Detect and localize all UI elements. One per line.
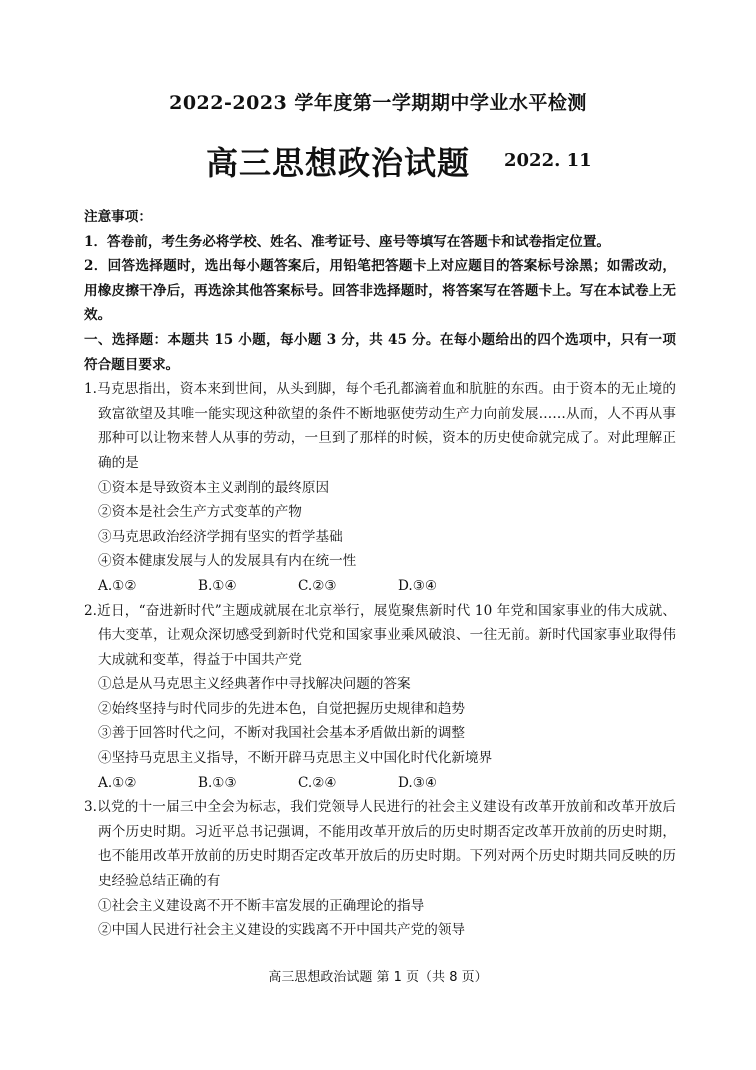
answer-choices (84, 771, 676, 796)
statement-option: ①社会主义建设离不开不断丰富发展的正确理论的指导 (98, 897, 425, 914)
choice-b: B.①④ (198, 577, 237, 594)
statement-option: ②中国人民进行社会主义建设的实践离不开中国共产党的领导 (98, 922, 466, 939)
section-heading: 一、选择题：本题共 15 小题，每小题 3 分，共 45 分。在每小题给出的四个选项中，只有一项符合题目要求。 (84, 331, 676, 373)
statement-option: ④资本健康发展与人的发展具有内在统一性 (98, 553, 357, 570)
statement-option: ①资本是导致资本主义剥削的最终原因 (98, 479, 330, 496)
statement-option: ②资本是社会生产方式变革的产物 (98, 504, 302, 521)
page-footer: 高三思想政治试题 第 1 页（共 8 页） (268, 970, 488, 985)
question-3 (84, 795, 676, 943)
exam-date: 2022. 11 (504, 150, 592, 171)
exam-content (84, 205, 676, 943)
choice-a: A.①② (98, 774, 137, 791)
question-stem: 2.近日，“奋进新时代”主题成就展在北京举行，展览聚焦新时代 10 年党和国家事业的伟大成就、伟大变革，让观众深切感受到新时代党和国家事业乘风破浪、一往无前。新时代国家事业取得伟大成就和变革，得益于中国共产党 (84, 602, 676, 668)
question-stem: 1.马克思指出，资本来到世间，从头到脚，每个毛孔都滴着血和肮脏的东西。由于资本的无止境的致富欲望及其唯一能实现这种欲望的条件不断地驱使劳动生产力向前发展……从而，人不再从事那种可以让物来替人从事的劳动，一旦到了那样的时候，资本的历史使命就完成了。对此理解正确的是 (84, 381, 676, 471)
question-1 (84, 377, 676, 598)
notice-item-2: 2．回答选择题时，选出每小题答案后，用铅笔把答题卡上对应题目的答案标号涂黑；如需改动，用橡皮擦干净后，再选涂其他答案标号。回答非选择题时，将答案写在答题卡上。写在本试卷上无效。 (84, 258, 676, 324)
choice-c: C.②③ (298, 577, 337, 594)
choice-d: D.③④ (398, 774, 438, 791)
answer-choices (84, 574, 676, 599)
statement-option: ④坚持马克思主义指导，不断开辟马克思主义中国化时代化新境界 (98, 750, 493, 767)
choice-a: A.①② (98, 577, 137, 594)
choice-b: B.①③ (198, 774, 237, 791)
question-stem: 3.以党的十一届三中全会为标志，我们党领导人民进行的社会主义建设有改革开放前和改革开放后两个历史时期。习近平总书记强调，不能用改革开放后的历史时期否定改革开放前的历史时期，也不能用改革开放前的历史时期否定改革开放后的历史时期。下列对两个历史时期共同反映的历史经验总结正确的有 (84, 799, 676, 890)
statement-option: ①总是从马克思主义经典著作中寻找解决问题的答案 (98, 676, 411, 693)
choice-c: C.②④ (298, 774, 337, 791)
statement-option: ③马克思政治经济学拥有坚实的哲学基础 (98, 528, 343, 545)
statement-option: ②始终坚持与时代同步的先进本色，自觉把握历史规律和趋势 (98, 700, 466, 717)
choice-d: D.③④ (398, 577, 438, 594)
notice-item-1: 1．答卷前，考生务必将学校、姓名、准考证号、座号等填写在答题卡和试卷指定位置。 (84, 233, 611, 250)
notice-heading: 注意事项： (84, 209, 152, 225)
exam-term-title: 2022-2023 学年度第一学期期中学业水平检测 (169, 92, 587, 114)
exam-subject-title: 高三思想政治试题 (206, 144, 471, 182)
question-2 (84, 599, 676, 796)
statement-option: ③善于回答时代之问，不断对我国社会基本矛盾做出新的调整 (98, 725, 466, 742)
